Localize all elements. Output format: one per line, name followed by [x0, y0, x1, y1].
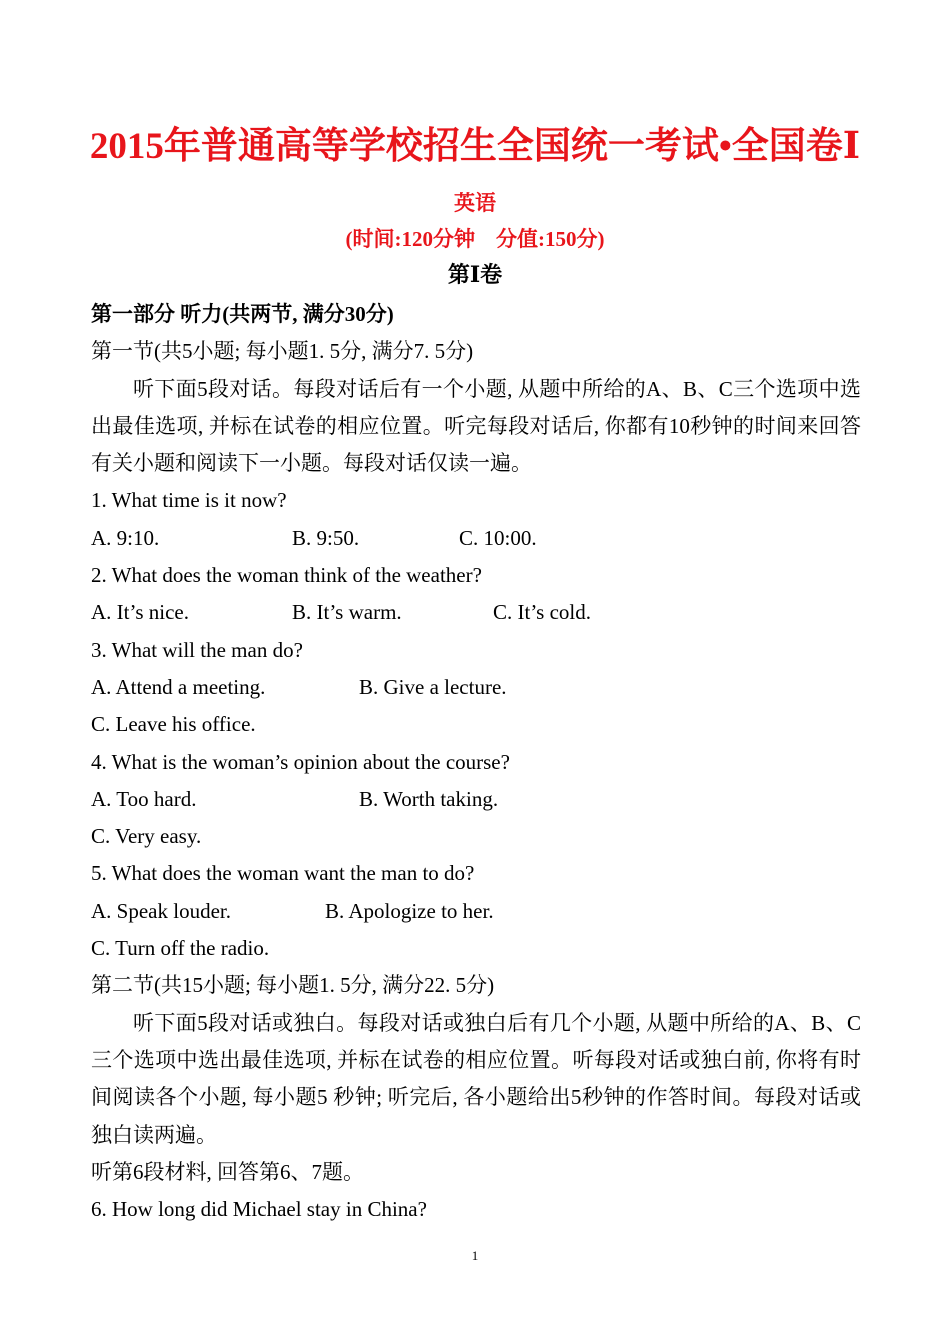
question-5-options-ab — [91, 893, 861, 930]
section1-heading: 第一节(共5小题; 每小题1. 5分, 满分7. 5分) — [91, 339, 474, 364]
question-1: 1. What time is it now? — [91, 488, 287, 513]
option-c: C. It’s cold. — [493, 600, 591, 625]
part1-heading: 第一部分 听力(共两节, 满分30分) — [91, 302, 394, 326]
volume-heading: 第Ⅰ卷 — [447, 262, 503, 287]
option-b: B. Apologize to her. — [325, 898, 494, 923]
question-4-option-c: C. Very easy. — [91, 824, 202, 849]
option-c: C. 10:00. — [459, 525, 537, 550]
question-3-option-c: C. Leave his office. — [91, 712, 256, 737]
exam-subject: 英语 — [454, 191, 496, 215]
option-a: A. Too hard. — [91, 786, 197, 811]
question-5-option-c: C. Turn off the radio. — [91, 936, 270, 961]
page-number: 1 — [471, 1248, 479, 1263]
section2-instructions: 听下面5段对话或独白。每段对话或独白后有几个小题, 从题中所给的A、B、C三个选项中选出最佳选项, 并标在试卷的相应位置。听每段对话或独白前, 你将有时间阅读各个小题, 每小题5 秒钟; 听完后, 各小题给出5秒钟的作答时间。每段对话或独白读两遍。 — [91, 1010, 861, 1147]
option-b: B. 9:50. — [292, 525, 360, 550]
question-6: 6. How long did Michael stay in China? — [91, 1197, 427, 1222]
option-a: A. Speak louder. — [91, 898, 231, 923]
exam-title: 2015年普通高等学校招生全国统一考试•全国卷Ⅰ — [89, 126, 861, 167]
exam-time-and-score: (时间:120分钟 分值:150分) — [345, 227, 605, 251]
question-2: 2. What does the woman think of the weather? — [91, 563, 482, 588]
question-1-options — [91, 520, 861, 557]
option-a: A. 9:10. — [91, 525, 160, 550]
question-4: 4. What is the woman’s opinion about the course? — [91, 749, 510, 774]
material-instruction: 听第6段材料, 回答第6、7题。 — [91, 1159, 364, 1184]
option-a: A. It’s nice. — [91, 600, 189, 625]
question-3-options-ab — [91, 669, 861, 706]
question-3: 3. What will the man do? — [91, 637, 303, 662]
question-4-options-ab — [91, 781, 861, 818]
question-5: 5. What does the woman want the man to do? — [91, 861, 475, 886]
exam-body — [91, 296, 861, 1228]
option-b: B. Worth taking. — [359, 786, 499, 811]
section2-heading: 第二节(共15小题; 每小题1. 5分, 满分22. 5分) — [91, 973, 495, 998]
section1-instructions: 听下面5段对话。每段对话后有一个小题, 从题中所给的A、B、C三个选项中选出最佳选项, 并标在试卷的相应位置。听完每段对话后, 你都有10秒钟的时间来回答有关小题和阅读下一小题。每段对话仅读一遍。 — [91, 376, 861, 476]
option-b: B. Give a lecture. — [359, 674, 507, 699]
option-b: B. It’s warm. — [292, 600, 402, 625]
question-2-options — [91, 594, 861, 631]
option-a: A. Attend a meeting. — [91, 674, 266, 699]
